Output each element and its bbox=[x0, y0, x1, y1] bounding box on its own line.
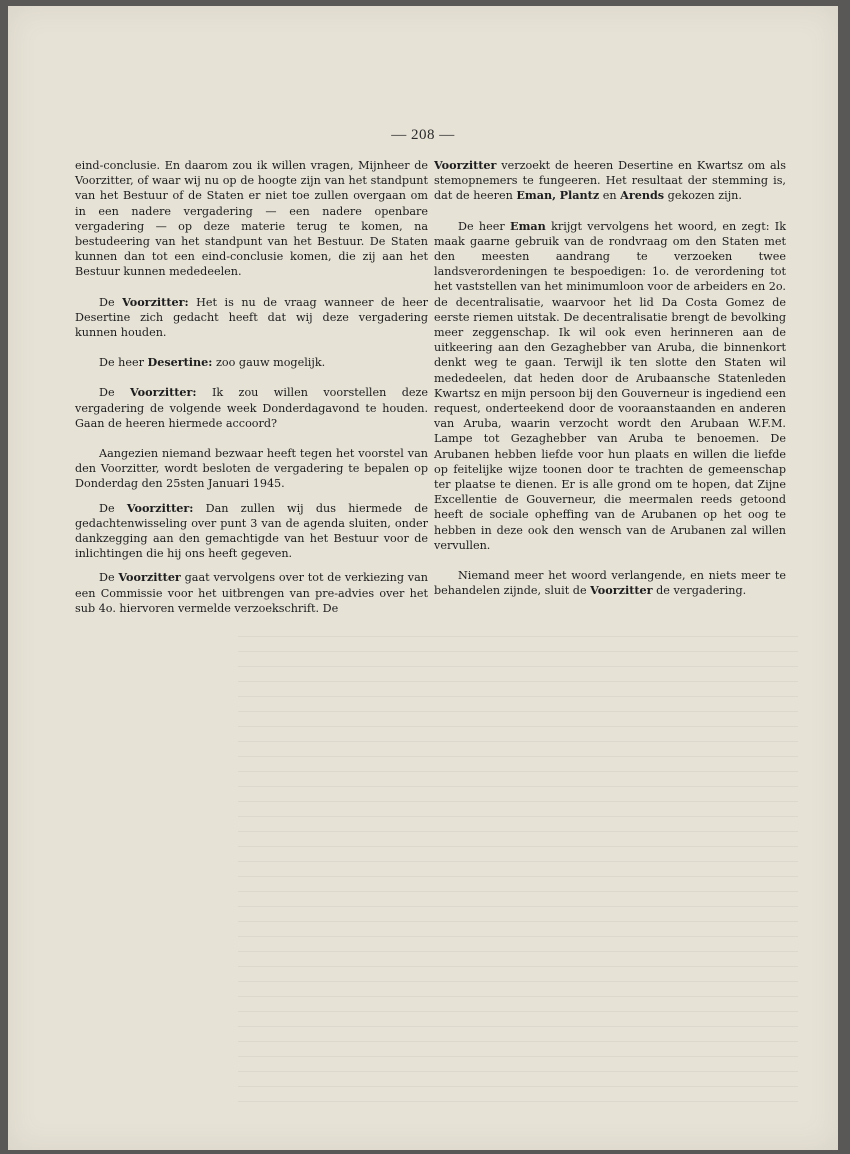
speaker-name: Voorzitter bbox=[118, 570, 181, 585]
speaker-name: Voorzitter: bbox=[130, 385, 197, 400]
paragraph-sluiting: Niemand meer het woord verlangende, en niets meer te behandelen zijnde, sluit de Voorzitter de vergadering. bbox=[434, 569, 786, 598]
elected-name: Eman, bbox=[516, 188, 557, 203]
elected-name: Arends bbox=[620, 188, 665, 203]
paragraph-eind-conclusie: eind-conclusie. En daarom zou ik willen vragen, Mijnheer de Voorzitter, of waar wij nu op de hoogte zijn van het standpunt van het Bestuur of de Staten er niet toe zullen overgaan om in een nadere vergadering — een nadere openbare vergadering — op deze materie terug te komen, na bestudeering van het standpunt van het Bestuur. De Staten kunnen dan tot een eind-conclusie komen, die zij aan het Bestuur kunnen mededeelen. bbox=[75, 159, 428, 279]
paragraph-desertine: De heer Desertine: zoo gauw mogelijk. bbox=[99, 355, 326, 370]
paragraph-voorzitter-voorstel: De Voorzitter: Ik zou willen voorstellen deze vergadering de volgende week Donderdagavond te houden. Gaan de heeren hiermede accoord? bbox=[75, 385, 428, 430]
paragraph-stemopnemers: Voorzitter verzoekt de heeren Desertine en Kwartsz om als stemopnemers te fungeeren. Het resultaat der stemming is, dat de heeren Eman, Plantz en Arends gekozen zijn. bbox=[434, 158, 786, 203]
paragraph-voorzitter-sluiten: De Voorzitter: Dan zullen wij dus hiermede de gedachtenwisseling over punt 3 van de agenda sluiten, onder dankzegging aan den gemachtigde van het Bestuur voor de inlichtingen die hij ons heeft gegeven. bbox=[75, 500, 428, 561]
document-page bbox=[8, 6, 838, 1150]
speaker-name: Eman bbox=[510, 218, 546, 233]
elected-name: Plantz bbox=[559, 188, 600, 203]
speaker-name: Voorzitter: bbox=[126, 500, 194, 515]
paragraph-besluit: Aangezien niemand bezwaar heeft tegen het voorstel van den Voorzitter, wordt besloten de vergadering te bepalen op Donderdag den 25sten Januari 1945. bbox=[75, 447, 428, 491]
speaker-name: Voorzitter bbox=[590, 583, 653, 598]
page-number: — 208 — bbox=[391, 127, 455, 143]
left-column bbox=[75, 158, 428, 616]
bleed-through-texture bbox=[238, 636, 798, 1106]
speaker-name: Voorzitter: bbox=[122, 294, 189, 309]
paragraph-voorzitter-vraag: De Voorzitter: Het is nu de vraag wanneer de heer Desertine zich gedacht heeft dat wij deze vergadering kunnen houden. bbox=[75, 294, 428, 340]
right-column bbox=[434, 158, 786, 598]
paragraph-eman-rondvraag: De heer Eman krijgt vervolgens het woord, en zegt: Ik maak gaarne gebruik van de rondvraag om den Staten met den meesten aandrang te verzoeken twee landsverordeningen te bespoedigen: 1o. de verordening tot het vaststellen van het minimumloon voor de arbeiders en 2o. de decentralisatie, waarvoor het lid Da Costa Gomez de eerste riemen uitstak. De decentralisatie brengt de bevolking meer zeggenschap. Ik wil ook even herinneren aan de uitkeering aan den Gezaghebber van Aruba, die binnenkort denkt weg te gaan. Terwijl ik ten slotte den Staten wil mededeelen, dat heden door de Arubaansche Statenleden Kwartsz en mijn persoon bij den Gouverneur is ingediend een request, onderteekend door de vooraanstaanden en anderen van Aruba, waarin verzocht wordt den Arubaan W.F.M. Lampe tot Gezaghebber van Aruba te benoemen. De Arubanen hebben liefde voor hun plaats en willen die liefde op feitelijke wijze toonen door te trachten de gemeenschap ter plaatse te dienen. Er is alle grond om te hopen, dat Zijne Excellentie de Gouverneur, die meermalen reeds getoond heeft de sociale opheffing van de Arubanen op het oog te hebben in deze ook den wensch van de Arubanen zal willen vervullen. bbox=[434, 218, 786, 552]
speaker-name: Voorzitter bbox=[434, 158, 497, 172]
paragraph-verkiezing: De Voorzitter gaat vervolgens over tot de verkiezing van een Commissie voor het uitbrengen van pre-advies over het sub 4o. hiervoren vermelde verzoekschrift. De bbox=[75, 570, 428, 615]
speaker-name: Desertine: bbox=[147, 355, 213, 370]
